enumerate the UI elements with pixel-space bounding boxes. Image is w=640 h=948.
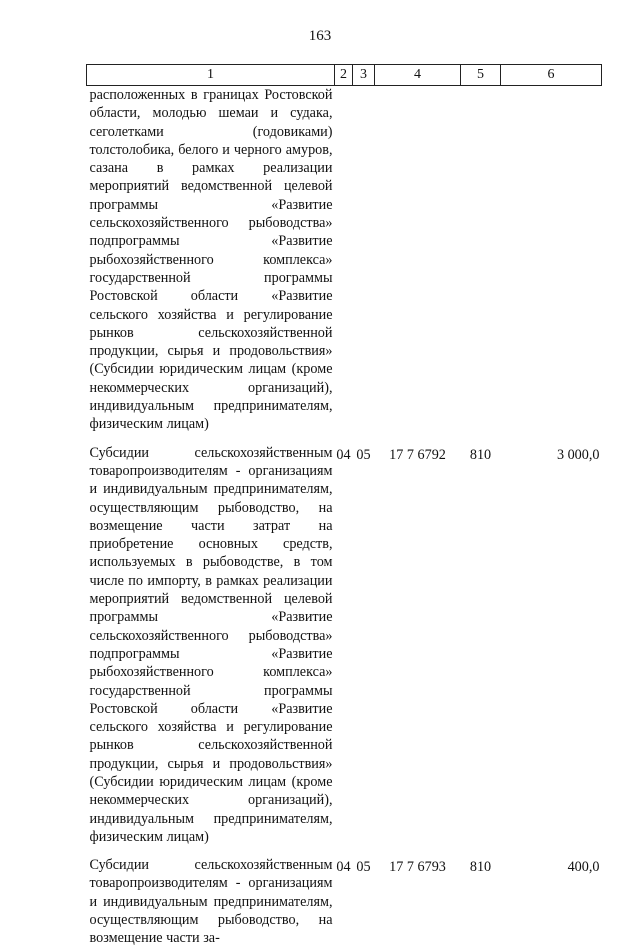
- row-amount: 400,0: [567, 859, 600, 876]
- row-target-item-code: [375, 86, 461, 434]
- row-subsection-code: 05: [356, 446, 371, 463]
- table-body: [87, 86, 602, 948]
- table-header: [87, 65, 602, 86]
- row-description: расположенных в границах Ростовской области, молодью шемаи и судака, сеголетками (годовиками) толстолобика, белого и черного амуров, сазана в рамках реализации мероприятий ведомственной целевой программы «Развитие сельскохозяйственного рыбоводства» подпрограммы «Развитие рыбохозяйственного комплекса» государственной программы Ростовской области «Развитие сельского хозяйства и регулирование рынков сельскохозяйственной продукции, сырья и продовольствия» (Субсидии юридическим лицам (кроме некоммерческих организаций), индивидуальным предпринимателям, физическим лицам): [89, 87, 333, 433]
- row-amount: [501, 86, 602, 434]
- header-col-6: 6: [501, 65, 602, 86]
- row-amount: 3 000,0: [556, 446, 600, 463]
- row-expense-type-code: 810: [469, 859, 492, 876]
- row-subsection-code: [353, 86, 375, 434]
- table-row: [87, 86, 602, 434]
- header-col-1: 1: [87, 65, 335, 86]
- row-section-code: [335, 86, 353, 434]
- row-expense-type-code: [461, 86, 501, 434]
- page-number: 163: [308, 28, 332, 44]
- row-description: Субсидии сельскохозяйственным товаропроизводителям - организациям и индивидуальным предпринимателям, осуществляющим рыбоводство, на возмещение части затрат на приобретение основных средств, используемых в рыбоводстве, в том числе по импорту, в рамках реализации мероприятий ведомственной целевой программы «Развитие сельскохозяйственного рыбоводства» подпрограммы «Развитие рыбохозяйственного комплекса» государственной программы Ростовской области «Развитие сельского хозяйства и регулирование рынков сельскохозяйственной продукции, сырья и продовольствия» (Субсидии юридическим лицам (кроме некоммерческих организаций), индивидуальным предпринимателям, физическим лицам): [89, 444, 333, 845]
- row-target-item-code: 17 7 6793: [389, 859, 446, 876]
- row-section-code: 04: [336, 446, 351, 463]
- row-spacer: [87, 434, 602, 444]
- header-col-5: 5: [461, 65, 501, 86]
- budget-table: [86, 64, 602, 948]
- row-spacer: [87, 846, 602, 856]
- table-header-row: [87, 65, 602, 86]
- row-description: Субсидии сельскохозяйственным товаропроизводителям - организациям и индивидуальным предпринимателям, осуществляющим рыбоводство, на возмещение части за-: [89, 857, 333, 947]
- table-row: [87, 856, 602, 947]
- header-col-4: 4: [375, 65, 461, 86]
- row-section-code: 04: [336, 859, 351, 876]
- header-col-3: 3: [353, 65, 375, 86]
- row-subsection-code: 05: [356, 859, 371, 876]
- row-expense-type-code: 810: [469, 446, 492, 463]
- table-row: [87, 444, 602, 847]
- header-col-2: 2: [335, 65, 353, 86]
- row-target-item-code: 17 7 6792: [389, 446, 446, 463]
